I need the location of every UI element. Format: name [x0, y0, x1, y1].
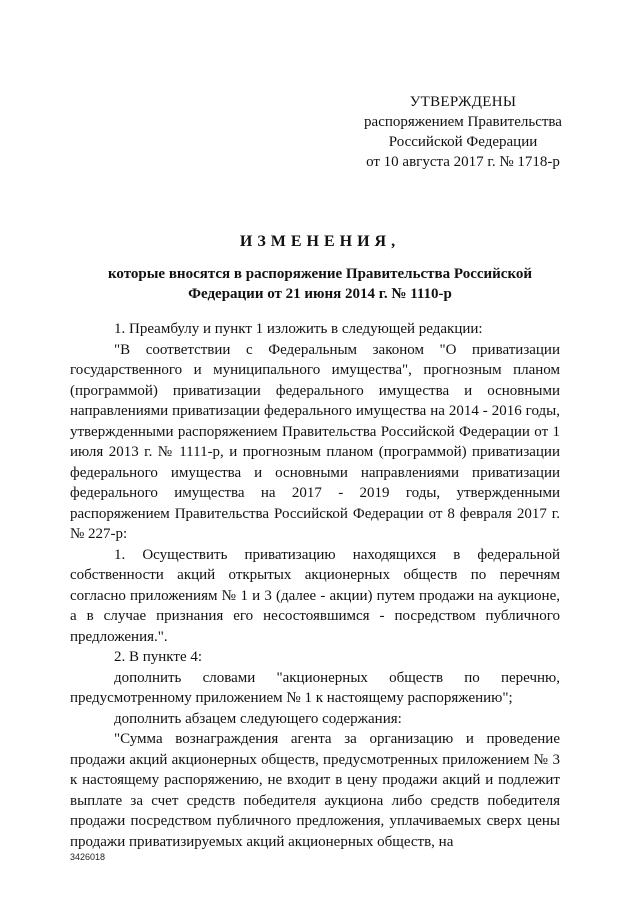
approval-line-1: распоряжением Правительства: [364, 114, 562, 130]
paragraph-supplement-abzac: дополнить абзацем следующего содержания:: [114, 710, 402, 727]
paragraph-item-2: 2. В пункте 4:: [114, 649, 203, 665]
document-heading: [70, 232, 570, 304]
paragraph-supplement-words: дополнить словами "акционерных обществ по перечню, предусмотренному приложением № 1 к настоящему распоряжению";: [70, 669, 560, 706]
paragraph-point-1: 1. Осуществить приватизацию находящихся в федеральной собственности акций открытых акционерных обществ по перечням согласно приложениям № 1 и 3 (далее - акции) путем продажи на аукционе, а в случае признания его несостоявшимся - посредством публичного предложения.".: [70, 546, 560, 645]
document-title: ИЗМЕНЕНИЯ,: [239, 233, 401, 250]
approval-title: УТВЕРЖДЕНЫ: [409, 94, 517, 110]
document-subtitle-line-1: которые вносятся в распоряжение Правительства Российской: [107, 266, 533, 282]
document-body: [70, 319, 560, 852]
approval-line-3: от 10 августа 2017 г. № 1718-р: [366, 154, 560, 170]
approval-line-2: Российской Федерации: [388, 134, 538, 150]
paragraph-item-1: 1. Преамбулу и пункт 1 изложить в следующей редакции:: [114, 321, 483, 337]
document-subtitle-line-2: Федерации от 21 июня 2014 г. № 1110-р: [188, 286, 452, 302]
paragraph-agent-fee: "Сумма вознаграждения агента за организацию и проведение продажи акций акционерных обществ, предусмотренных приложением № 3 к настоящему распоряжению, не входит в цену продажи акций и подлежит выплате за счет средств победителя аукциона либо средств победителя продажи посредством публичного предложения, уплачиваемых сверх цены продажи приватизируемых акций акционерных обществ, на: [70, 731, 560, 850]
document-code: 3426018: [70, 852, 106, 862]
approval-stamp: [348, 92, 578, 172]
paragraph-preamble: "В соответствии с Федеральным законом "О приватизации государственного и муниципального имущества", прогнозным планом (программой) приватизации федерального имущества и основными направлениями приватизации федерального имущества на 2014 - 2016 годы, утвержденными распоряжением Правительства Российской Федерации от 1 июля 2013 г. № 1111-р, и прогнозным планом (программой) приватизации федерального имущества и основными направлениями приватизации федерального имущества на 2017 - 2019 годы, утвержденными распоряжением Правительства Российской Федерации от 8 февраля 2017 г. № 227-р:: [70, 341, 560, 542]
